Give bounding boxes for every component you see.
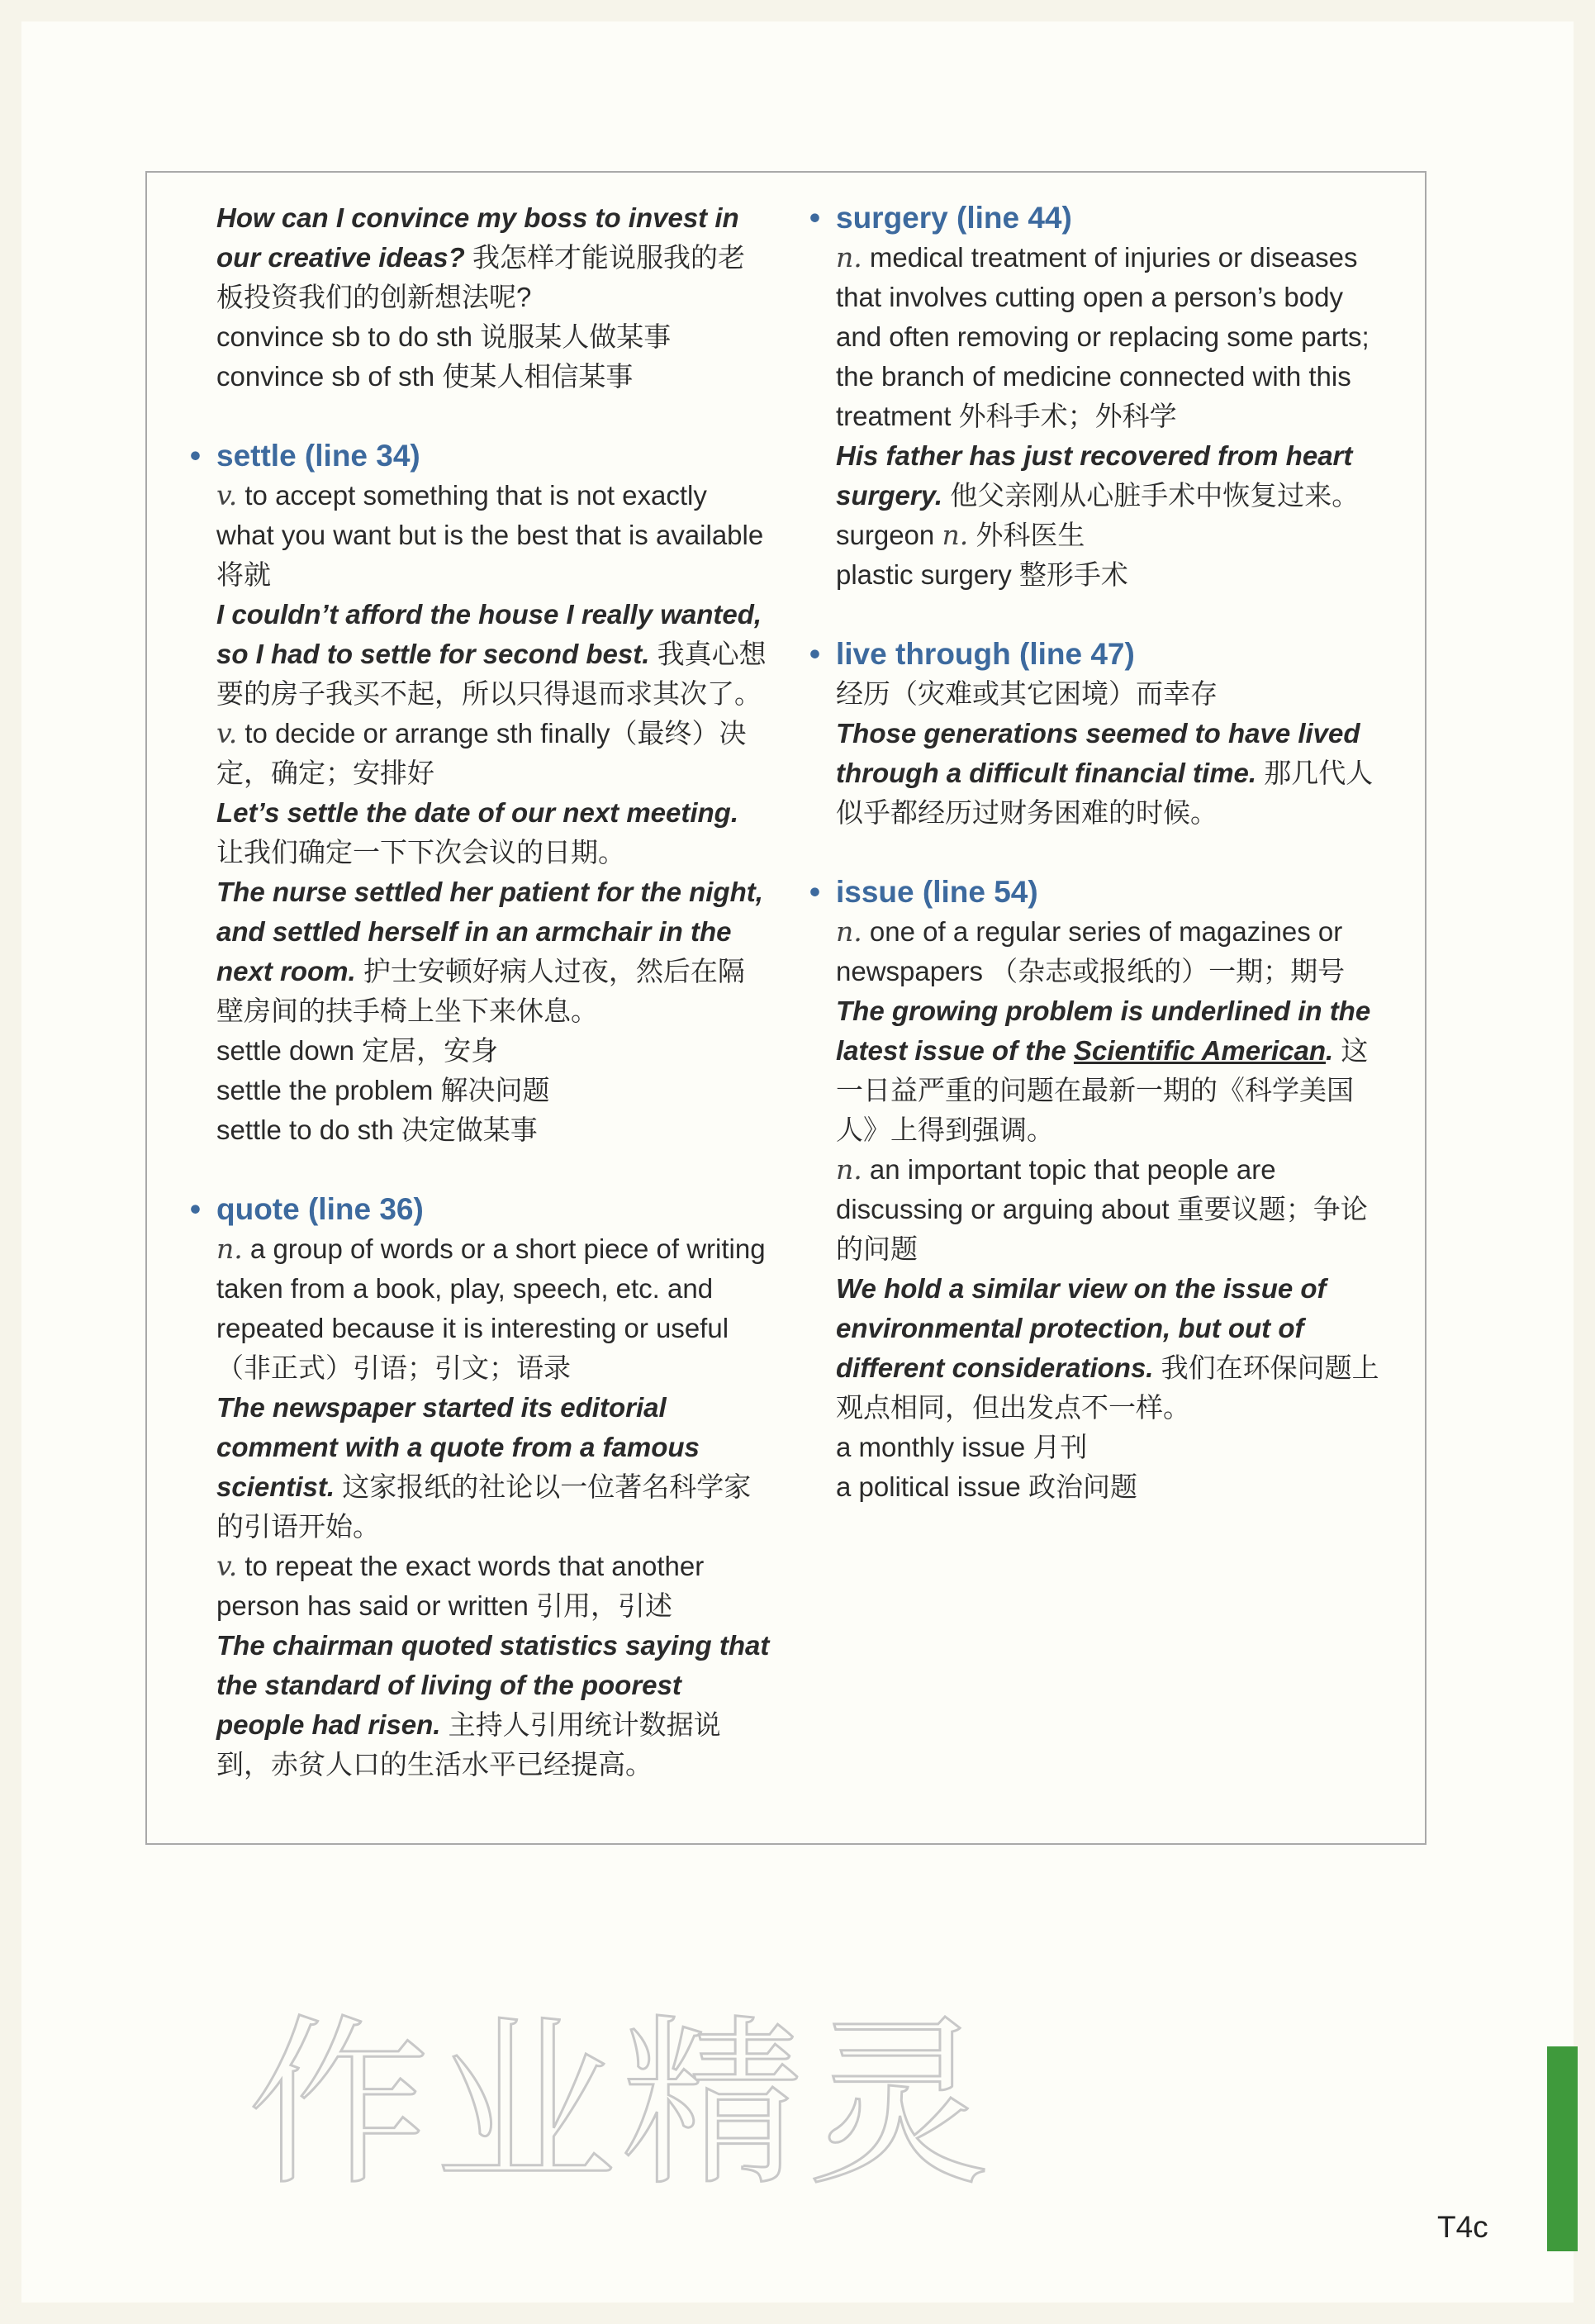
definition: v. to repeat the exact words that another person has said or written 引用，引述: [216, 1550, 705, 1621]
definition: n. a group of words or a short piece of writing taken from a book, play, speech, etc. and repeated because it is interesting or useful（非正式）引语；引文；语录: [216, 1233, 766, 1383]
example: The growing problem is underlined in the latest issue of the Scientific American. 这一日益严重的问题在最新一期的《科学美国人》上得到强调。: [836, 996, 1371, 1145]
watermark: 作业精灵: [248, 1998, 995, 2210]
example: We hold a similar view on the issue of environmental protection, but out of different considerations. 我们在环保问题上观点相同，但出发点不一样。: [836, 1273, 1379, 1423]
bullet-icon: •: [809, 875, 820, 909]
phrase: plastic surgery 整形手术: [836, 559, 1128, 590]
example: Those generations seemed to have lived through a difficult financial time. 那几代人似乎都经历过财务困难的时候。: [836, 718, 1374, 828]
intro-phrase-2: convince sb of sth 使某人相信某事: [216, 361, 634, 392]
left-column: [190, 198, 770, 1824]
entry-heading: • surgery (line 44): [809, 198, 1389, 238]
definition: n. medical treatment of injuries or diseases that involves cutting open a person’s body and often removing or replacing some parts; the branch of medicine connected with this treatment 外科手术；外科学: [836, 241, 1370, 431]
green-tab: [1547, 2046, 1578, 2251]
phrase: settle the problem 解决问题: [216, 1075, 550, 1105]
phrase: a monthly issue 月刊: [836, 1432, 1088, 1462]
entry-heading: • settle (line 34): [190, 436, 770, 476]
magazine-title: Scientific American: [1073, 1035, 1326, 1066]
entry-surgery: [809, 198, 1389, 595]
example: The chairman quoted statistics saying that the standard of living of the poorest people had risen. 主持人引用统计数据说到，赤贫人口的生活水平已经提高。: [216, 1630, 770, 1780]
definition: 经历（灾难或其它困境）而幸存: [836, 678, 1218, 709]
entry-issue: [809, 872, 1389, 1507]
example: The nurse settled her patient for the night, and settled herself in an armchair in the next room. 护士安顿好病人过夜，然后在隔壁房间的扶手椅上坐下来休息。: [216, 877, 763, 1026]
bullet-icon: •: [809, 201, 820, 235]
intro-example: [216, 198, 770, 317]
entry-heading: • quote (line 36): [190, 1190, 770, 1229]
definition: n. an important topic that people are discussing or arguing about 重要议题；争论的问题: [836, 1153, 1368, 1264]
intro-example-zh: 我怎样才能说服我的老板投资我们的创新想法呢?: [216, 242, 745, 312]
entry-live-through: [809, 634, 1389, 833]
definition: v. to accept something that is not exactly what you want but is the best that is available 将就: [216, 479, 764, 590]
example: Let’s settle the date of our next meeting. 让我们确定一下下次会议的日期。: [216, 797, 739, 867]
bullet-icon: •: [190, 1192, 201, 1226]
example: His father has just recovered from heart surgery. 他父亲刚从心脏手术中恢复过来。: [836, 440, 1360, 511]
intro-example-en: How can I convince my boss to invest in our creative ideas?: [216, 202, 739, 273]
phrase: settle to do sth 决定做某事: [216, 1114, 538, 1145]
page-number: T4c: [1437, 2210, 1488, 2244]
phrase: a political issue 政治问题: [836, 1471, 1137, 1502]
bullet-icon: •: [809, 637, 820, 671]
intro-block: [216, 198, 770, 397]
entry-heading: • live through (line 47): [809, 634, 1389, 674]
definition: n. one of a regular series of magazines or newspapers （杂志或报纸的）一期；期号: [836, 915, 1346, 986]
phrase: settle down 定居，安身: [216, 1035, 499, 1066]
intro-phrase-1: convince sb to do sth 说服某人做某事: [216, 321, 672, 352]
phrase: surgeon n. 外科医生: [836, 519, 1085, 551]
bullet-icon: •: [190, 439, 201, 473]
right-column: [809, 198, 1389, 1547]
definition: v. to decide or arrange sth finally（最终）决定，确定；安排好: [216, 717, 747, 788]
example: The newspaper started its editorial comment with a quote from a famous scientist. 这家报纸的社论以一位著名科学家的引语开始。: [216, 1392, 752, 1542]
entry-quote: [190, 1190, 770, 1785]
entry-heading: • issue (line 54): [809, 872, 1389, 912]
example: I couldn’t afford the house I really wanted, so I had to settle for second best. 我真心想要的房子我买不起，所以只得退而求其次了。: [216, 599, 767, 709]
entry-settle: [190, 436, 770, 1150]
